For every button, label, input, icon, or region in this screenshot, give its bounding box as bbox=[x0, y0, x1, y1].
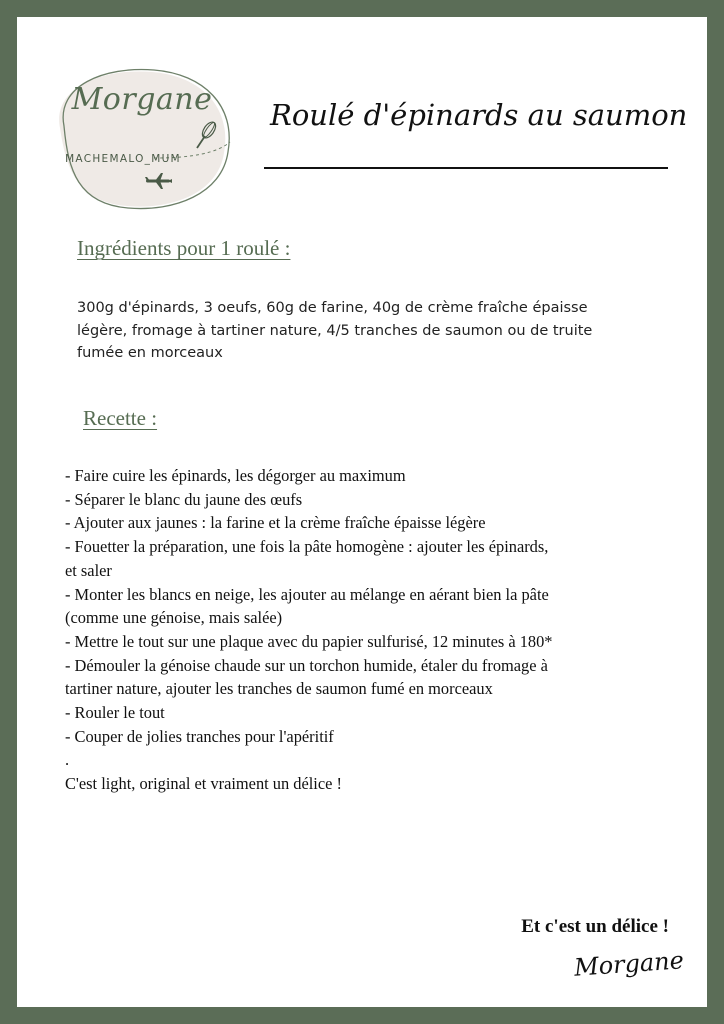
recipe-title: Roulé d'épinards au saumon bbox=[270, 98, 688, 132]
step-line: (comme une génoise, mais salée) bbox=[65, 608, 283, 628]
step-line: et saler bbox=[65, 560, 112, 580]
ingredients-line: fumée en morceaux bbox=[77, 345, 223, 361]
step-line: C'est light, original et vraiment un délice ! bbox=[65, 774, 342, 794]
title-underline bbox=[264, 167, 668, 169]
step-line: - Démouler la génoise chaude sur un torchon humide, étaler du fromage à bbox=[65, 655, 548, 675]
ingredients-line: 300g d'épinards, 3 oeufs, 60g de farine, 40g de crème fraîche épaisse bbox=[77, 300, 588, 316]
logo-name: Morgane bbox=[71, 82, 213, 117]
logo bbox=[42, 58, 242, 216]
recipe-heading: Recette : bbox=[83, 406, 158, 430]
step-line: - Séparer le blanc du jaune des œufs bbox=[65, 489, 303, 509]
step-line: - Ajouter aux jaunes : la farine et la crème fraîche épaisse légère bbox=[65, 513, 486, 533]
step-line: - Couper de jolies tranches pour l'apéritif bbox=[65, 726, 334, 746]
step-line: - Faire cuire les épinards, les dégorger au maximum bbox=[65, 466, 406, 485]
ingredients-text bbox=[77, 297, 677, 365]
ingredients-line: légère, fromage à tartiner nature, 4/5 tranches de saumon ou de truite bbox=[77, 322, 593, 339]
step-line: - Monter les blancs en neige, les ajouter au mélange en aérant bien la pâte bbox=[65, 584, 549, 604]
step-line: - Rouler le tout bbox=[65, 703, 165, 723]
step-line: tartiner nature, ajouter les tranches de saumon fumé en morceaux bbox=[65, 679, 493, 699]
signature: Morgane bbox=[573, 946, 685, 982]
step-line: - Fouetter la préparation, une fois la pâte homogène : ajouter les épinards, bbox=[65, 537, 549, 557]
recipe-steps bbox=[65, 464, 685, 796]
step-line: - Mettre le tout sur une plaque avec du papier sulfurisé, 12 minutes à 180* bbox=[65, 631, 553, 651]
step-line: . bbox=[65, 750, 70, 770]
ingredients-heading: Ingrédients pour 1 roulé : bbox=[77, 236, 291, 260]
logo-handle: MACHEMALO_MUM bbox=[65, 153, 181, 165]
closing-line: Et c'est un délice ! bbox=[521, 916, 669, 937]
